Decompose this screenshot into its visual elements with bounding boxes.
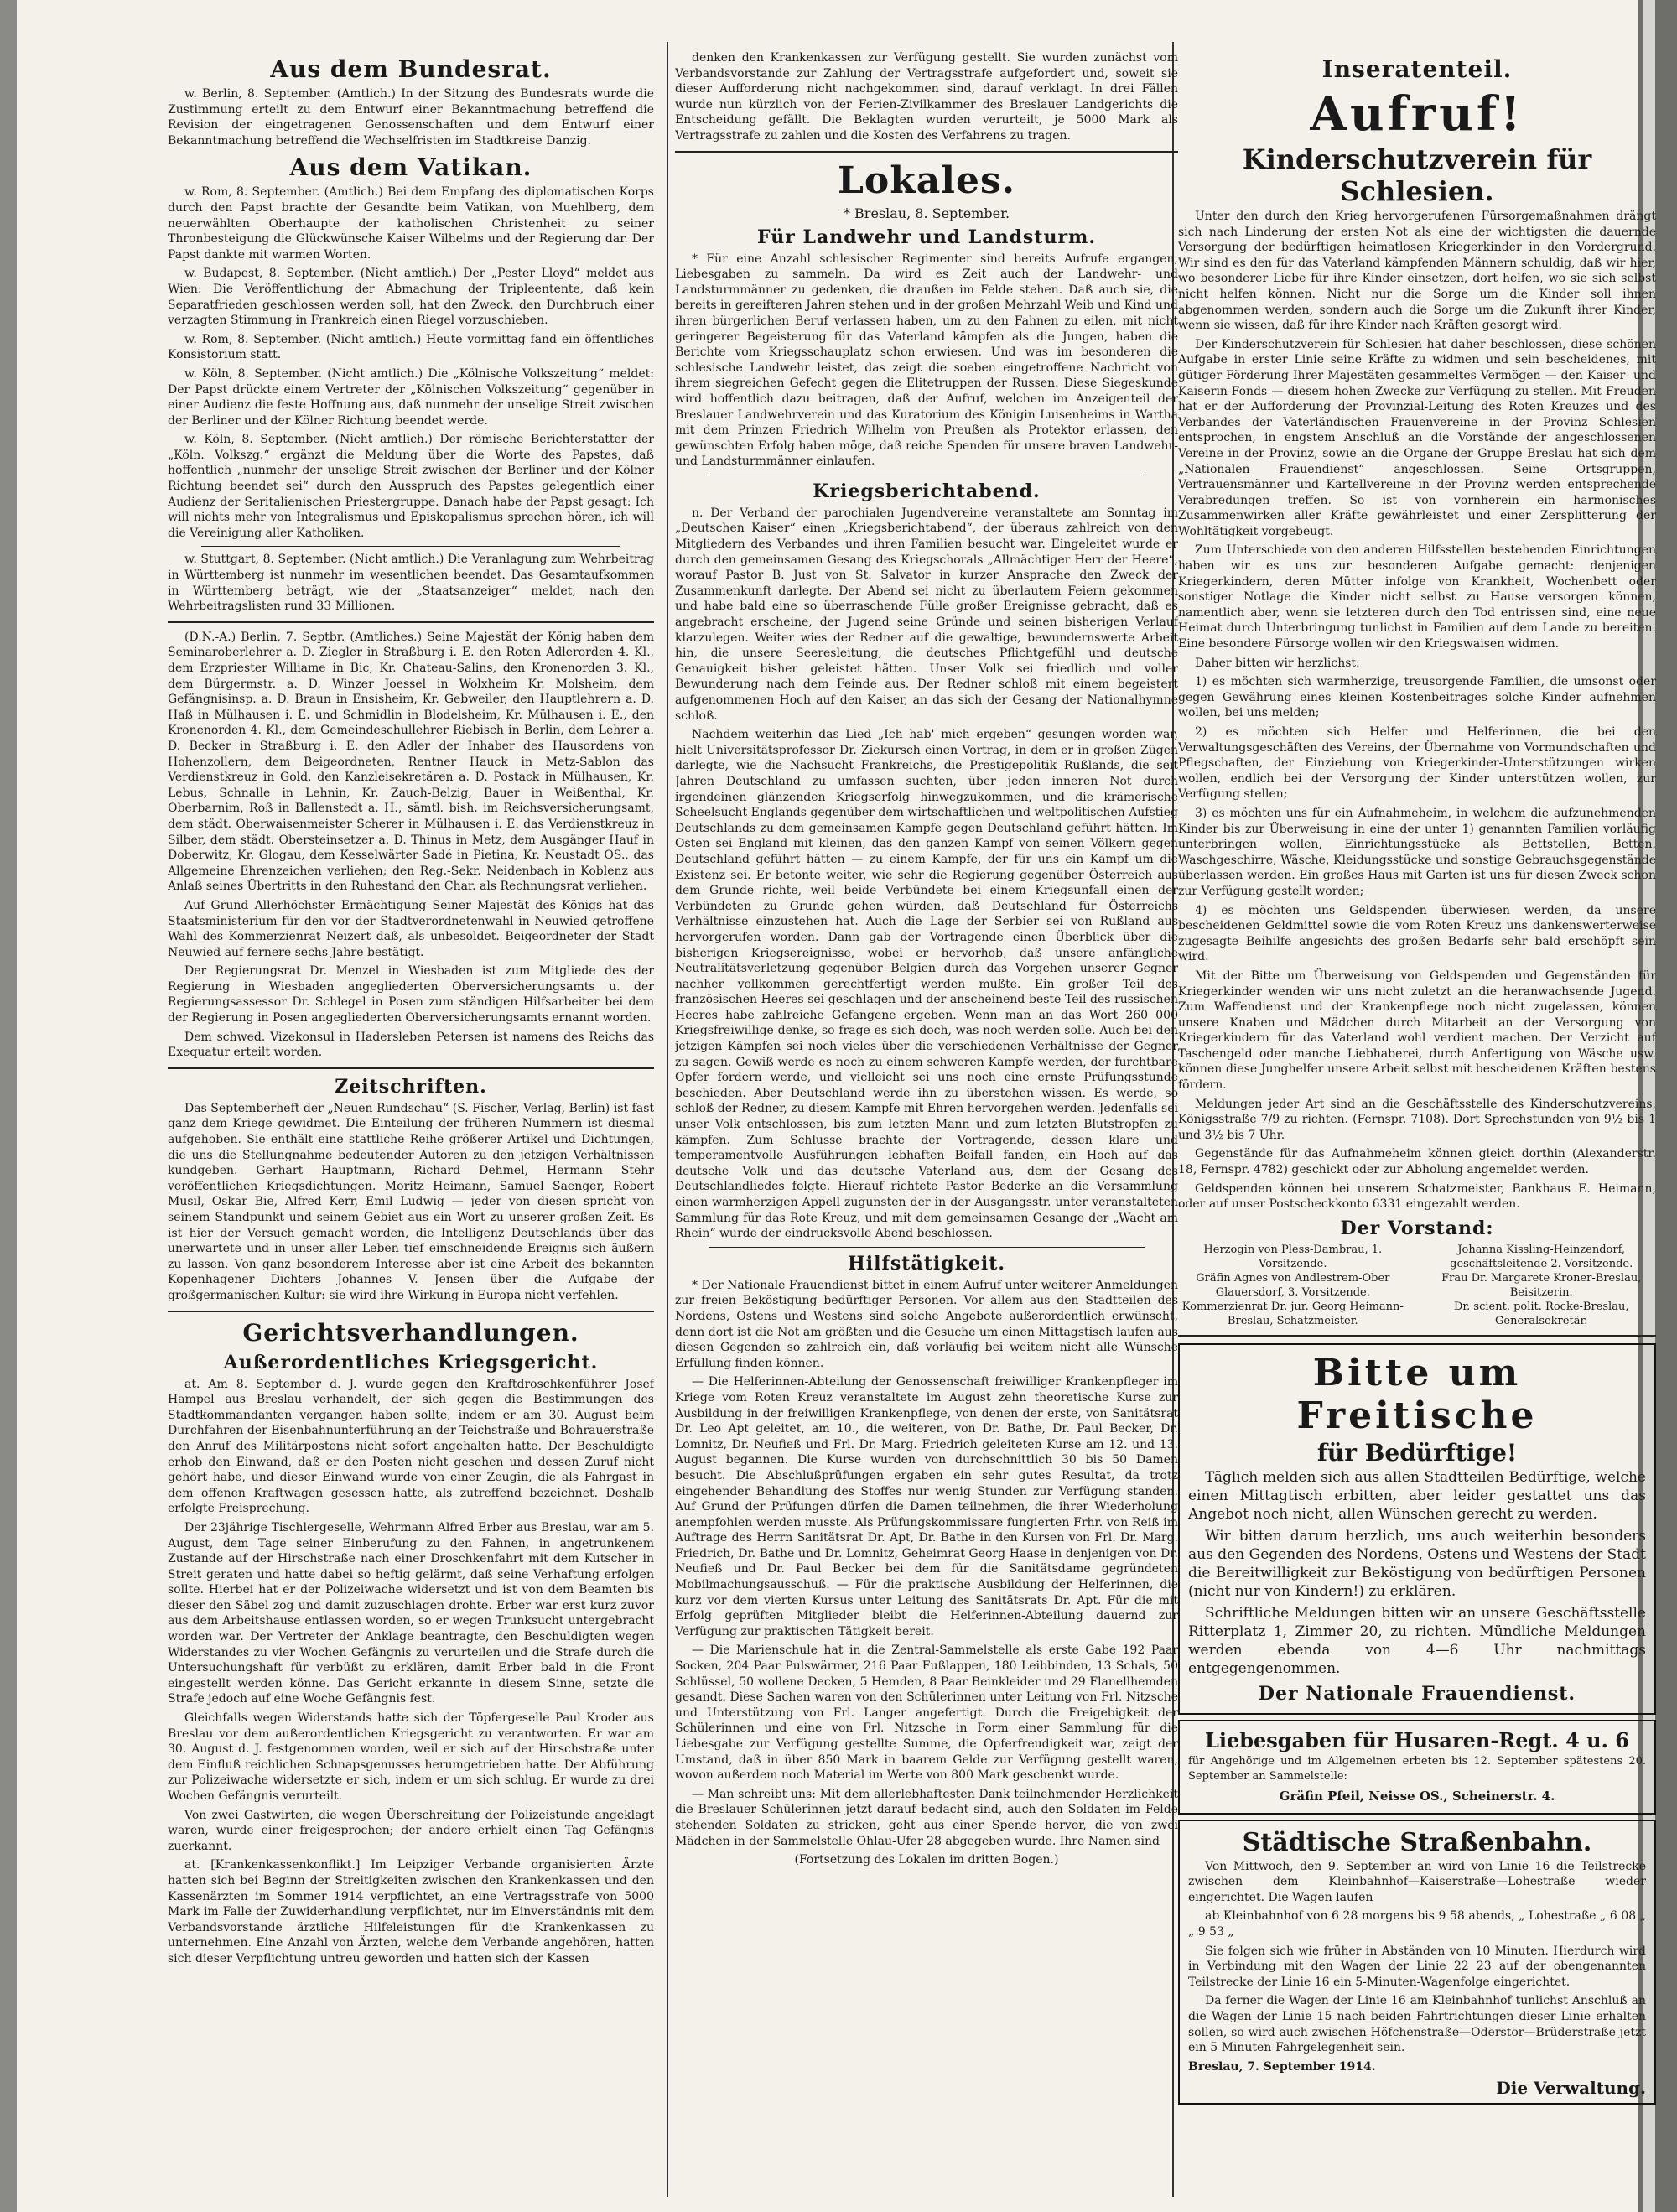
ad-kinder-1: Unter den durch den Krieg hervorgerufenen Fürsorgemaßnahmen drängt sich nach Linderung der ersten Not als eine der wichtigsten die dauernde Versorgung der bedürftigen heimatlosen Kriegerkinder in den Vordergrund. Wir sind es den für das Vaterland kämpfenden Männern schuldig, daß wir hier, wo besonderer Liebe für ihre Kinder einsetzen, dort helfen, wo sie sich selbst nicht helfen können. Nicht nur die Sorge um die Kinder soll ihnen abgenommen werden, sondern auch die Sorge um die Zukunft ihrer Kinder, wenn sie wissen, daß für ihre Kinder nach Kräften gesorgt wird.: [1178, 210, 1656, 333]
heading-kriegsgericht: Außerordentliches Kriegsgericht.: [223, 1351, 599, 1373]
article-gericht-5: at. [Krankenkassenkonflikt.] Im Leipziger Verbande organisierten Ärzte hatten sich bei Beginn der Streitigkeiten zwischen den Krankenkassen und den Kassenärzten im Sommer 1914 verpflichtet, an eine Vertragsstrafe von 5000 Mark im Falle der Zuwiderhandlung verpflichtet, nur im Einverständnis mit dem Verbandsvorstande ärztliche Hilfeleistungen für die Krankenkassen zu unternehmen. Eine Anzahl von Ärzten, welche dem Verbande angehören, hatten sich dieser Verpflichtung untreu geworden und hatten sich der Kassen: [168, 1858, 654, 1965]
ad-kinderschutz-title: Kinderschutzverein für Schlesien.: [1242, 143, 1592, 207]
heading-lokales: Lokales.: [837, 158, 1016, 202]
heading-vorstand: Der Vorstand:: [1340, 1217, 1494, 1239]
ad-kinder-2: Der Kinderschutzverein für Schlesien hat daher beschlossen, diese schönen Aufgabe in erster Linie seine Kräfte zu widmen und sein bescheidenes, mit gütiger Förderung Ihrer Majestäten gesammeltes Vermögen — den Kaiser- und Kaiserin-Fonds — diesem hohen Zwecke zur Verfügung zu stellen. Mit Freuden hat er der Aufforderung der Provinzial-Leitung des Roten Kreuzes und des Verbandes der Vaterländischen Frauenvereine in der Provinz Schlesien entsprochen, in engstem Anschluß an die Vorstände der angeschlossenen Vereine in der Provinz, sowie an die Organe der Gruppe Breslau hat sich dem „Nationalen Frauendienst“ angeschlossen. Seine Ortsgruppen, Vertrauensmänner und Kartellvereine in der Provinz werden entsprechende Verabredungen treffen. So ist von vornherein ein harmonisches Zusammenwirken aller Kräfte gewährleistet und einer Zersplitterung der Wohltätigkeit vorgebeugt.: [1178, 337, 1656, 538]
article-official-3: Der Regierungsrat Dr. Menzel in Wiesbaden ist zum Mitgliede des der Regierung in Wiesbaden angegliederten Oberversicherungsamts u. der Regierungsassessor Dr. Schlegel in Posen zum ständigen Hilfsarbeiter bei dem der Regierung in Posen angegliederten Oberversicherungsamts ernannt worden.: [168, 964, 654, 1026]
article-gericht-1: at. Am 8. September d. J. wurde gegen den Kraftdroschkenführer Josef Hampel aus Breslau verhandelt, der sich gegen die Bestimmungen des Stadtkommandanten vergangen haben sollte, indem er am 30. August beim Durchfahren der Eisenbahnunterführung an der Teichstraße und Bohrauerstraße den Anruf des Militärpostens nicht sofort angehalten hatte. Der Beschuldigte erhob den Einwand, daß er den Posten nicht gesehen und dessen Zuruf nicht gehört habe, und dieser Einwand wurde von einer Zeugin, die als Fahrgast in dem offenen Kraftwagen gesessen hatte, als zutreffend bezeichnet. Deshalb erfolgte Freisprechung.: [168, 1377, 654, 1516]
dateline: * Breslau, 8. September.: [843, 205, 1010, 221]
divider: [709, 1247, 1145, 1248]
ad-strassenbahn-text-2: ab Kleinbahnhof von 6 28 morgens bis 9 58 abends, „ Lohestraße „ 6 08 „ „ 9 53 „: [1188, 1909, 1646, 1939]
ad-strassenbahn-date: Breslau, 7. September 1914.: [1188, 2059, 1376, 2074]
article-kriegsbericht-2: Nachdem weiterhin das Lied „Ich hab' mich ergeben“ gesungen worden war, hielt Universitätsprofessor Dr. Ziekursch einen Vortrag, in dem er in großen Zügen darlegte, wie die Nachsucht Frankreichs, die Prestigepolitik Rußlands, die seit Jahren Deutschland zu umfassen suchten, über jeden inneren Not durch irgendeinen glänzenden Kriegserfolg hinwegzukommen, und die krämerische Scheelsucht Englands gegenüber dem wirtschaftlichen und weltpolitischen Aufstieg Deutschlands zu dem gemeinsamen Kampfe gegen Deutschland geführt hätten. Im Osten sei England mit kleinen, das den ganzen Kampf von seinen Völkern gegen Deutschland geführt hätten — zu einem Kampfe, der für uns ein Kampf um die Existenz sei. Er betonte weiter, wie sehr die Regierung gegenüber Österreich aus dem Grunde richte, weil beide Verbündete bei einem Kriegsunfall einen der Verbündeten zu Grunde gehen würden, daß Deutschland für Österreichs Verhältnisse einzustehen hat. Auch die Lage der Serbier sei von Rußland aus hervorgerufen worden. Dann gab der Vortragende einen Überblick über die bisherigen Kriegsereignisse, wobei er hervorhob, daß unsere anfängliche Neutralitätsverletzung gegenüber Belgien durch das Vorgehen unserer Gegner nachher vollkommen gerechtfertigt werden mußte. Ein großer Teil des französischen Heeres sei geschlagen und der anscheinend beste Teil des russischen Heeres habe zahlreiche Gefangene ergeben. Wenn man an das Wort 260 000 Kriegsfreiwillige denke, so frage es sich doch, was noch werden solle. Auch bei den jetzigen Kämpfen sei noch vieles über die verschiedenen Verhältnisse der Gegner zu sagen. Gewiß werde es noch zu einem schweren Kampfe werden, der furchtbare Opfer fordern werde, und vielleicht sei uns noch eine ernste Prüfungsstunde beschieden. Aber Deutschland werde ihn zu überstehen wissen. Es werde, so schloß der Redner, zu diesem Kampfe mit Ehren hervorgehen werden. Jedenfalls sei unser Volk entschlossen, bis zum letzten Mann und zum letzten Blutstropfen zu kämpfen. Zum Schlusse brachte der Vortragende, dessen klare und temperamentvolle Ausführungen lebhaften Beifall fanden, ein Hoch auf das deutsche Volk und das deutsche Vaterland aus, dem der Gesang des Deutschlandliedes folgte. Hierauf richtete Pastor Bederke an die Versammlung einen warmherzigen Appell zugunsten der in der Ausgangsstr. unter veranstalteten Sammlung für das Rote Kreuz, und mit dem gemeinsamen Gesange der „Wacht am Rhein“ wurde der eindrucksvolle Abend beschlossen.: [675, 728, 1178, 1241]
divider: [168, 1067, 654, 1069]
ad-husaren: [1178, 1720, 1656, 1815]
article-official-1: (D.N.-A.) Berlin, 7. Septbr. (Amtliches.) Seine Majestät der König haben dem Seminaroberlehrer a. D. Ziegler in Straßburg i. E. den Roten Adlerorden 4. Kl., dem Erzpriester Williame in Bic, Kr. Chateau-Salins, den Kronenorden 3. Kl., dem Bürgermstr. a. D. Winzer Joessel in Wolxheim Kr. Molsheim, dem Gefängnisinsp. a. D. Braun in Ensisheim, Kr. Gebweiler, den Hauptlehrern a. D. Haß in Mülhausen i. E. und Schmidlin in Blodelsheim, Kr. Mülhausen i. E., den Kronenorden 4. Kl., dem Gemeindeschullehrer Riebisch in Berlin, dem Lehrer a. D. Becker in Straßburg i. E. den Adler der Inhaber des Hausordens von Hohenzollern, dem Beigeordneten, Rentner Hauck in Metz-Sablon das Verdienstkreuz in Gold, den Kanzleisekretären a. D. Postack in Mülhausen, Kr. Lebus, Schnalle in Lehnin, Kr. Zauch-Belzig, Bauer in Weißenthal, Kr. Oberbarnim, Roß in Ballenstedt a. H., sämtl. bish. im Reichsversicherungsamt, dem städt. Oberwaisenmeister Scherer in Mülhausen i. E. das Verdienstkreuz in Silber, dem städt. Obersteinsetzer a. D. Thinus in Metz, dem Ausgänger Hauf in Doberwitz, Kr. Glogau, dem Kesselwärter Sadé in Pietina, Kr. Neustadt OS., das Allgemeine Ehrenzeichen verliehen; den Reg.-Sekr. Neidenbach in Koblenz aus Anlaß seines Übertritts in den Ruhestand den Char. als Rechnungsrat verliehen.: [168, 630, 654, 894]
signature-row: [1178, 1271, 1656, 1300]
article-landwehr: * Für eine Anzahl schlesischer Regimenter sind bereits Aufrufe ergangen, Liebesgaben zu sammeln. Da wird es Zeit auch der Landwehr- und Landsturmmänner zu gedenken, die draußen im Felde stehen. Daß auch sie, die bereits in gereifteren Jahren stehen und in der großen Mehrzahl Weib und Kind und ihren bürgerlichen Beruf verlassen haben, um zu den Fahnen zu eilen, mit nicht geringerer Begeisterung für das Vaterland kämpfen als die Jungen, haben die Berichte vom Kriegsschauplatz schon erwiesen. Und was im besonderen die schlesische Landwehr leistet, das zeigt die soeben eingetroffene Nachricht von ihrem siegreichen Gefecht gegen die Elitetruppen der Russen. Diese Siegeskunde wird hoffentlich dazu beitragen, daß der Aufruf, welchen im Anzeigenteil der Breslauer Landwehrverein und das Kuratorium des Königin Luisenheims in Wartha mit dem Prinzen Friedrich Wilhelm von Preußen als Protektor erlassen, den gewünschten Erfolg haben möge, daß reiche Spenden für unsere braven Landwehr- und Landsturmmänner einlaufen.: [675, 252, 1178, 469]
article-vatikan-1: w. Rom, 8. September. (Amtlich.) Bei dem Empfang des diplomatischen Korps durch den Papst brachte der Gesandte beim Vatikan, von Muehlberg, dem neuerwählten Oberhaupte der katholischen Christenheit zu seiner Thronbesteigung die Glückwünsche Kaiser Wilhelms und der Regierung dar. Der Papst dankte mit warmen Worten.: [168, 185, 654, 262]
divider: [675, 151, 1178, 153]
article-hilfe-4: — Man schreibt uns: Mit dem allerlebhaftesten Dank teilnehmender Herzlichkeit die Breslauer Schülerinnen jetzt darauf bedacht sind, auch den Soldaten im Felde stehenden Soldaten zu stricken, geht aus einer Spende hervor, die von zwei Mädchen in der Sammelstelle Ohlau-Ufer 28 abgegeben wurde. Ihre Namen sind: [675, 1787, 1178, 1848]
article-official-2: Auf Grund Allerhöchster Ermächtigung Seiner Majestät des Königs hat das Staatsministerium für den vor der Stadtverordnetenwahl in Neuwied getroffene Wahl des Kommerzienrat Neizert daß, als unbesoldet. Beigeordneter der Stadt Neuwied auf fernere sechs Jahre bestätigt.: [168, 898, 654, 959]
article-stuttgart: w. Stuttgart, 8. September. (Nicht amtlich.) Die Veranlagung zum Wehrbeitrag in Württemberg ist nunmehr im wesentlichen beendet. Das Gesamtaufkommen in Württemberg beträgt, wie der „Staatsanzeiger“ meldet, nach den Wehrbeitragslisten rund 33 Millionen.: [168, 553, 654, 614]
article-vatikan-2: w. Budapest, 8. September. (Nicht amtlich.) Der „Pester Lloyd“ meldet aus Wien: Die Veröffentlichung der Abmachung der Tripleentente, daß kein Separatfrieden geschlossen werden soll, hat den Zweck, den Durchbruch einer verzagten Stimmung in Frankreich einen Riegel vorzuschieben.: [168, 267, 654, 328]
heading-inseratenteil: Inseratenteil.: [1321, 55, 1513, 83]
heading-hilfstaetigkeit: Hilfstätigkeit.: [847, 1252, 1006, 1275]
divider: [1178, 1335, 1656, 1337]
article-hilfe-3: — Die Marienschule hat in die Zentral-Sammelstelle als erste Gabe 192 Paar Socken, 204 Paar Pulswärmer, 216 Paar Fußlappen, 180 Leibbinden, 13 Schals, 50 Schlüssel, 50 wollene Decken, 5 Hemden, 8 Paar Beinkleider und 29 Flanellhemden gesandt. Diese Sachen waren von den Schülerinnen unter Leitung von Frl. Nitzsche und Unterstützung von Frl. Langer angefertigt. Durch die Freigebigkeit der Schülerinnen und eine von Frl. Nitzsche in Form einer Sammlung für die Liebesgabe zur Verfügung gestellte Summe, die Opferfreudigkeit war, zeigt der Umstand, daß in über 850 Mark in baarem Gelde zur Verfügung gestellt waren, wovon außerdem noch Material im Werte von 800 Mark geschenkt wurde.: [675, 1643, 1178, 1783]
ad-freitische-text-1: Täglich melden sich aus allen Stadtteilen Bedürftige, welche einen Mittagtisch erbitten, aber leider gestattet uns das Angebot noch nicht, allen Wünschen gerecht zu werden.: [1188, 1468, 1646, 1523]
ad-freitische-title: Bitte um Freitische: [1296, 1351, 1538, 1437]
heading-zeitschriften: Zeitschriften.: [335, 1075, 487, 1098]
article-continued: denken den Krankenkassen zur Verfügung gestellt. Sie wurden zunächst vom Verbandsvorstande zur Zahlung der Vertragsstrafe aufgefordert und, soweit sie dieser Aufforderung nicht nachgekommen sind, darauf verklagt. In drei Fällen wurde nun kürzlich von der Ferien-Zivilkammer des Breslauer Landgerichts die Entscheidung gefällt. Die Beklagten wurden verurteilt, je 5000 Mark als Vertragsstrafe zu zahlen und die Kosten des Verfahrens zu tragen.: [675, 51, 1178, 143]
ad-strassenbahn-signature: Die Verwaltung.: [1496, 2078, 1646, 2099]
ad-husaren-address: Gräfin Pfeil, Neisse OS., Scheinerstr. 4.: [1279, 1789, 1555, 1804]
article-vatikan-4: w. Köln, 8. September. (Nicht amtlich.) Die „Kölnische Volkszeitung“ meldet: Der Papst drückte einem Vertreter der „Kölnischen Volkszeitung“ gegenüber in einer Audienz die feste Hoffnung aus, daß nunmehr der unselige Streit zwischen der Berliner und der Kölner Richtung beendet werde.: [168, 366, 654, 428]
ad-strassenbahn-text-3: Sie folgen sich wie früher in Abständen von 10 Minuten. Hierdurch wird in Verbindung mit den Wagen der Linie 22 23 auf der obengenannten Teilstrecke der Linie 16 ein 5-Minuten-Wagenfolge eingerichtet.: [1188, 1944, 1646, 1989]
article-hilfe-1: * Der Nationale Frauendienst bittet in einem Aufruf unter weiterer Anmeldungen zur freien Beköstigung bedürftiger Personen. Vor allem aus den Stadtteilen des Nordens, Ostens und Westens sind solche Angebote außerordentlich erwünscht, denn dort ist die Not am größten und die Gesuche um einen Mittagstisch laufen aus diesen Gegenden so zahlreich ein, daß vorläufig bei weitem nicht alle Wünsche Erfüllung finden können.: [675, 1278, 1178, 1370]
divider: [168, 1311, 654, 1312]
signature: Kommerzienrat Dr. jur. Georg Heimann-Breslau, Schatzmeister.: [1181, 1300, 1404, 1327]
ad-list-item: 4) es möchten uns Geldspenden überwiesen werden, da unsere bescheidenen Geldmittel sowie die vom Roten Kreuz uns dankenswerterweise zugesagte Beihilfe angesichts des großen Bedarfs sehr bald erschöpft sein wird.: [1178, 903, 1656, 964]
signature: Frau Dr. Margarete Kroner-Breslau, Beisitzerin.: [1441, 1271, 1642, 1299]
divider: [168, 621, 654, 623]
article-gericht-3: Gleichfalls wegen Widerstands hatte sich der Töpfergeselle Paul Kroder aus Breslau vor dem außerordentlichen Kriegsgericht zu verantworten. Er war am 30. August d. J. festgenommen worden, weil er sich auf der Hirschstraße unter dem Einfluß reichlichen Schnapsgenusses herumgetrieben hatte. Der Abführung zur Polizeiwache widersetzte er sich, indem er um sich schlug. Er wurde zu drei Wochen Gefängnis verurteilt.: [168, 1711, 654, 1803]
heading-bundesrat: Aus dem Bundesrat.: [270, 55, 552, 83]
heading-landwehr: Für Landwehr und Landsturm.: [757, 226, 1096, 248]
article-gericht-2: Der 23jährige Tischlergeselle, Wehrmann Alfred Erber aus Breslau, war am 5. August, dem Tage seiner Einberufung zu den Fahnen, in angetrunkenem Zustande auf der Hirschstraße nach einer Droschkenfahrt mit dem Kutscher in Streit geraten und hatte dabei so heftig gelärmt, daß seine Verhaftung erfolgen sollte. Hierbei hat er der Polizeiwache widersetzt und ist von dem Beamten bis dieser den Säbel zog und damit zuzuschlagen drohte. Erber war erst kurz zuvor aus dem Arbeitshause entlassen worden, so er wegen Trunksucht untergebracht worden war. Der Vertreter der Anklage beantragte, den Beschuldigten wegen Widerstandes zu vier Wochen Gefängnis zu verurteilen und die Strafe durch die Untersuchungshaft für verbüßt zu erklären, damit Erber bald in die Front eingestellt werden könne. Das Gericht erkannte in diesem Sinne, setzte die Strafe jedoch auf eine Woche Gefängnis fest.: [168, 1520, 654, 1706]
article-vatikan-3: w. Rom, 8. September. (Nicht amtlich.) Heute vormittag fand ein öffentliches Konsistorium statt.: [168, 332, 654, 362]
signature-row: [1178, 1243, 1656, 1271]
ad-freitische-signature: Der Nationale Frauendienst.: [1258, 1682, 1576, 1705]
signature: Dr. scient. polit. Rocke-Breslau, Generalsekretär.: [1453, 1300, 1629, 1327]
ad-strassenbahn-title: Städtische Straßenbahn.: [1242, 1827, 1592, 1857]
column-2: [675, 50, 1178, 1872]
ad-list-item: 3) es möchten uns für ein Aufnahmeheim, in welchem die aufzunehmenden Kinder bis zur Überweisung in eine der unter 1) genannten Familien vorläufig unterbringen wollen, Einrichtungsstücke als Bettstellen, Betten, Waschgeschirre, Wäsche, Kleidungsstücke und sonstige Gebrauchsgegenstände überlassen werden. Ein großes Haus mit Garten ist uns für diesen Zweck schon zur Verfügung gestellt worden;: [1178, 806, 1656, 898]
ad-kinder-6: Meldungen jeder Art sind an die Geschäftsstelle des Kinderschutzvereins, Königsstraße 7/9 zu richten. (Fernspr. 7108). Dort Sprechstunden von 9½ bis 1 und 3½ bis 7 Uhr.: [1178, 1097, 1656, 1142]
ad-aufruf-title: Aufruf!: [1310, 86, 1524, 142]
signature: Johanna Kissling-Heinzendorf, geschäftsleitende 2. Vorsitzende.: [1450, 1243, 1633, 1270]
column-rule: [667, 42, 668, 2197]
ad-strassenbahn-text-1: Von Mittwoch, den 9. September an wird von Linie 16 die Teilstrecke zwischen dem Kleinbahnhof—Kaiserstraße—Lohestraße wieder eingerichtet. Die Wagen laufen: [1188, 1859, 1646, 1904]
article-zeitschriften: Das Septemberheft der „Neuen Rundschau“ (S. Fischer, Verlag, Berlin) ist fast ganz dem Kriege gewidmet. Die Einteilung der früheren Nummern ist diesmal aufgehoben. Sie enthält eine stattliche Reihe größerer Artikel und Dichtungen, die uns die Stellungnahme bedeutender Autoren zu den jetzigen Verhältnissen kundgeben. Gerhart Hauptmann, Richard Dehmel, Hermann Stehr veröffentlichen Kriegsdichtungen. Moritz Heimann, Samuel Saenger, Robert Musil, Oskar Bie, Alfred Kerr, Emil Ludwig — jeder von diesen spricht von seinem Standpunkt und seinem Gebiet aus ein Wort zu unserer großen Zeit. Es ist hier der Versuch gemacht worden, die Intelligenz Deutschlands über das unerwartete und in unser aller Leben tief einschneidende Ereignis sich äußern zu lassen. Von ganz besonderem Interesse aber ist eine Arbeit des bekannten Kopenhagener Dichters Johannes V. Jensen über die Aufgabe der großgermanischen Kultur: sie wird ihre Wirkung in Europa nicht verfehlen.: [168, 1101, 654, 1302]
article-bundesrat: w. Berlin, 8. September. (Amtlich.) In der Sitzung des Bundesrats wurde die Zustimmung erteilt zu dem Entwurf einer Bekanntmachung betreffend die Revision der eingetragenen Genossenschaften und dem Entwurf einer Bekanntmachung betreffend die Wechselfristen im Stadtkreise Danzig.: [168, 87, 654, 148]
heading-gericht: Gerichtsverhandlungen.: [242, 1318, 579, 1347]
column-1: [168, 50, 654, 1971]
ad-freitische: [1178, 1343, 1656, 1715]
heading-vatikan: Aus dem Vatikan.: [289, 153, 532, 182]
signature-row: [1178, 1300, 1656, 1328]
divider: [201, 546, 620, 547]
signature: Herzogin von Pless-Dambrau, 1. Vorsitzende.: [1203, 1243, 1383, 1270]
ad-list-item: 2) es möchten sich Helfer und Helferinnen, die bei den Verwaltungsgeschäften des Vereins, der Übernahme von Vormundschaften und Pflegschaften, der Einziehung von Kriegerkinder-Unterstützungen wirken wollen, endlich bei der Versorgung der Kinder unterstützen wollen, zur Verfügung stellen;: [1178, 725, 1656, 802]
ad-husaren-title: Liebesgaben für Husaren-Regt. 4 u. 6: [1204, 1727, 1629, 1752]
ad-kinder-3: Zum Unterschiede von den anderen Hilfsstellen bestehenden Einrichtungen haben wir es uns zur besonderen Aufgabe gemacht: denjenigen Kriegerkindern, deren Mütter infolge von Krankheit, Wochenbett oder sonstiger Notlage die Kinder nicht selbst zu Hause versorgen können, namentlich aber, wenn sie letzteren durch den Tod entrissen sind, eine neue Heimat durch Unterbringung tunlichst in Familien auf dem Lande zu bereiten. Eine besondere Fürsorge wollen wir den Kriegswaisen widmen.: [1178, 543, 1656, 652]
article-official-4: Dem schwed. Vizekonsul in Hadersleben Petersen ist namens des Reichs das Exequatur erteilt worden.: [168, 1030, 654, 1060]
article-gericht-4: Von zwei Gastwirten, die wegen Überschreitung der Polizeistunde angeklagt waren, wurde einer freigesprochen; der andere erhielt einen Tag Gefängnis zuerkannt.: [168, 1808, 654, 1853]
ad-kinder-4: Daher bitten wir herzlichst:: [1195, 656, 1360, 670]
signature: Gräfin Agnes von Andlestrem-Ober Glauersdorf, 3. Vorsitzende.: [1196, 1271, 1390, 1299]
ad-freitische-subtitle: für Bedürftige!: [1316, 1438, 1518, 1467]
ad-strassenbahn: [1178, 1820, 1656, 2106]
ad-strassenbahn-text-4: Da ferner die Wagen der Linie 16 am Kleinbahnhof tunlichst Anschluß an die Wagen der Linie 15 nach beiden Fahrtrichtungen dieser Linie erhalten sollen, so wird auch zwischen Höfchenstraße—Oderstor—Brüderstraße jetzt ein 5 Minuten-Fahrgelegenheit sein.: [1188, 1994, 1646, 2055]
continuation-note: (Fortsetzung des Lokalen im dritten Bogen.): [794, 1853, 1059, 1867]
ad-kinder-5: Mit der Bitte um Überweisung von Geldspenden und Gegenständen für Kriegerkinder wenden wir uns nicht zuletzt an die heranwachsende Jugend. Zum Waffendienst und der Krankenpflege noch nicht zugelassen, können unsere Knaben und Mädchen durch Mitarbeit an der Versorgung von Kriegerkindern für das Vaterland wohl verdient machen. Der Verzicht auf Taschengeld oder manche Liebhaberei, durch Anfertigung von Wäsche usw. können diese Junghelfer unsere Arbeit selbst mit bescheidenen Kräften bestens fördern.: [1178, 968, 1656, 1093]
ad-kinder-7: Gegenstände für das Aufnahmeheim können gleich dorthin (Alexanderstr. 18, Fernspr. 4782) geschickt oder zur Abholung angemeldet werden.: [1178, 1147, 1656, 1177]
article-hilfe-2: — Die Helferinnen-Abteilung der Genossenschaft freiwilliger Krankenpfleger im Kriege vom Roten Kreuz veranstaltete im August zehn theoretische Kurse zur Ausbildung in der freiwilligen Krankenpflege, von denen der erste, von Sanitätsrat Dr. Leo Apt geleitet, am 10., die weiteren, von Dr. Bathe, Dr. Paul Becker, Dr. Lomnitz, Dr. Neufieß und Frl. Dr. Marg. Friedrich geleiteten Kurse am 12. und 13. August begannen. Die Kurse wurden von durchschnittlich 30 bis 50 Damen besucht. Die Abschlußprüfungen ergaben ein sehr gutes Resultat, da trotz eingehender Behandlung des Stoffes nur wenig Stunden zur Verfügung standen. Auf Grund der Prüfungen dürfen die Damen teilnehmen, die ihrer Wiederholung anempfohlen werden musste. Als Prüfungskommissare fungierten Frhr. von Reiß im Auftrage des Herrn Sanitätsrat Dr. Apt, Dr. Bathe in den Kursen von Frl. Dr. Marg. Friedrich, Dr. Bathe und Dr. Lomnitz, Geheimrat Georg Haase in denjenigen von Dr. Neufieß und Dr. Paul Becker bei dem für die Sanitätsdame gegründeten Mobilmachungsausschuß. — Für die praktische Ausbildung der Helferinnen, die kurz vor dem vierten Kursus unter Leitung des Sanitätsrats Dr. Apt. Für die mit Erfolg geprüften Mitglieder bleibt die Helferinnen-Abteilung dauernd zur Verfügung zur praktischen Tätigkeit bereit.: [675, 1375, 1178, 1638]
scan-border-left: [0, 0, 17, 2212]
ad-kinder-8: Geldspenden können bei unserem Schatzmeister, Bankhaus E. Heimann, oder auf unser Postscheckkonto 6331 eingezahlt werden.: [1178, 1181, 1656, 1212]
column-3-ads: [1178, 50, 1656, 2110]
article-vatikan-5: w. Köln, 8. September. (Nicht amtlich.) Der römische Berichterstatter der „Köln. Volkszg.“ ergänzt die Meldung über die Worte des Papstes, daß hoffentlich „nunmehr der unselige Streit zwischen der Berliner und der Kölner Richtung beendet sei“ durch den Ausspruch des Papstes gelegentlich einer Audienz der Seritalienischen Priestergruppe. Danach habe der Papst gesagt: Ich will nichts mehr von Integralismus und Episkopalismus sprechen hören, ich will die Vereinigung aller Katholiken.: [168, 433, 654, 540]
ad-freitische-text-2: Wir bitten darum herzlich, uns auch weiterhin besonders aus den Gegenden des Nordens, Ostens und Westens der Stadt die Bereitwilligkeit zur Beköstigung von bedürftigen Personen (nicht nur von Kindern!) zu erklären.: [1188, 1527, 1646, 1600]
article-kriegsbericht-1: n. Der Verband der parochialen Jugendvereine veranstaltete am Sonntag im „Deutschen Kaiser“ einen „Kriegsberichtabend“, der überaus zahlreich von den Mitgliedern des Verbandes und ihren Familien besucht war. Eingeleitet wurde er durch den gemeinsamen Gesang des Kriegschorals „Allmächtiger Herr der Heere“, worauf Pastor B. Just von St. Salvator in kurzer Ansprache den Zweck der Zusammenkunft darlegte. Der Abend sei nicht zu überlautem Feiern gekommen und habe bald eine so überraschende Fülle großer Ereignisse gebracht, daß es angebracht erscheine, der Jugend seine Gründe und seinen bisherigen Verlauf klarzulegen. Weiter wies der Redner auf die gewaltige, bewundernswerte Arbeit hin, die unsere Seeresleitung, die deutsches Pflichtgefühl und deutsche Genauigkeit bisher geleistet hätten. Unser Volk sei friedlich und voller Bewunderung nach dem Feinde aus. Der Redner schloß mit einem begeistert aufgenommenen Hoch auf den Kaiser, an das sich der Gesang der Nationalhymne schloß.: [675, 506, 1178, 723]
heading-kriegsbericht: Kriegsberichtabend.: [813, 480, 1041, 502]
ad-husaren-text: für Angehörige und im Allgemeinen erbeten bis 12. September spätestens 20. September an Sammelstelle:: [1188, 1754, 1646, 1784]
ad-freitische-text-3: Schriftliche Meldungen bitten wir an unsere Geschäftsstelle Ritterplatz 1, Zimmer 20, zu richten. Mündliche Meldungen werden ebenda von 4—6 Uhr nachmittags entgegengenommen.: [1188, 1604, 1646, 1677]
ad-list-item: 1) es möchten sich warmherzige, treusorgende Familien, die umsonst oder gegen Gewährung eines kleinen Kostenbeitrages solche Kinder aufnehmen wollen, bei uns melden;: [1178, 675, 1656, 720]
